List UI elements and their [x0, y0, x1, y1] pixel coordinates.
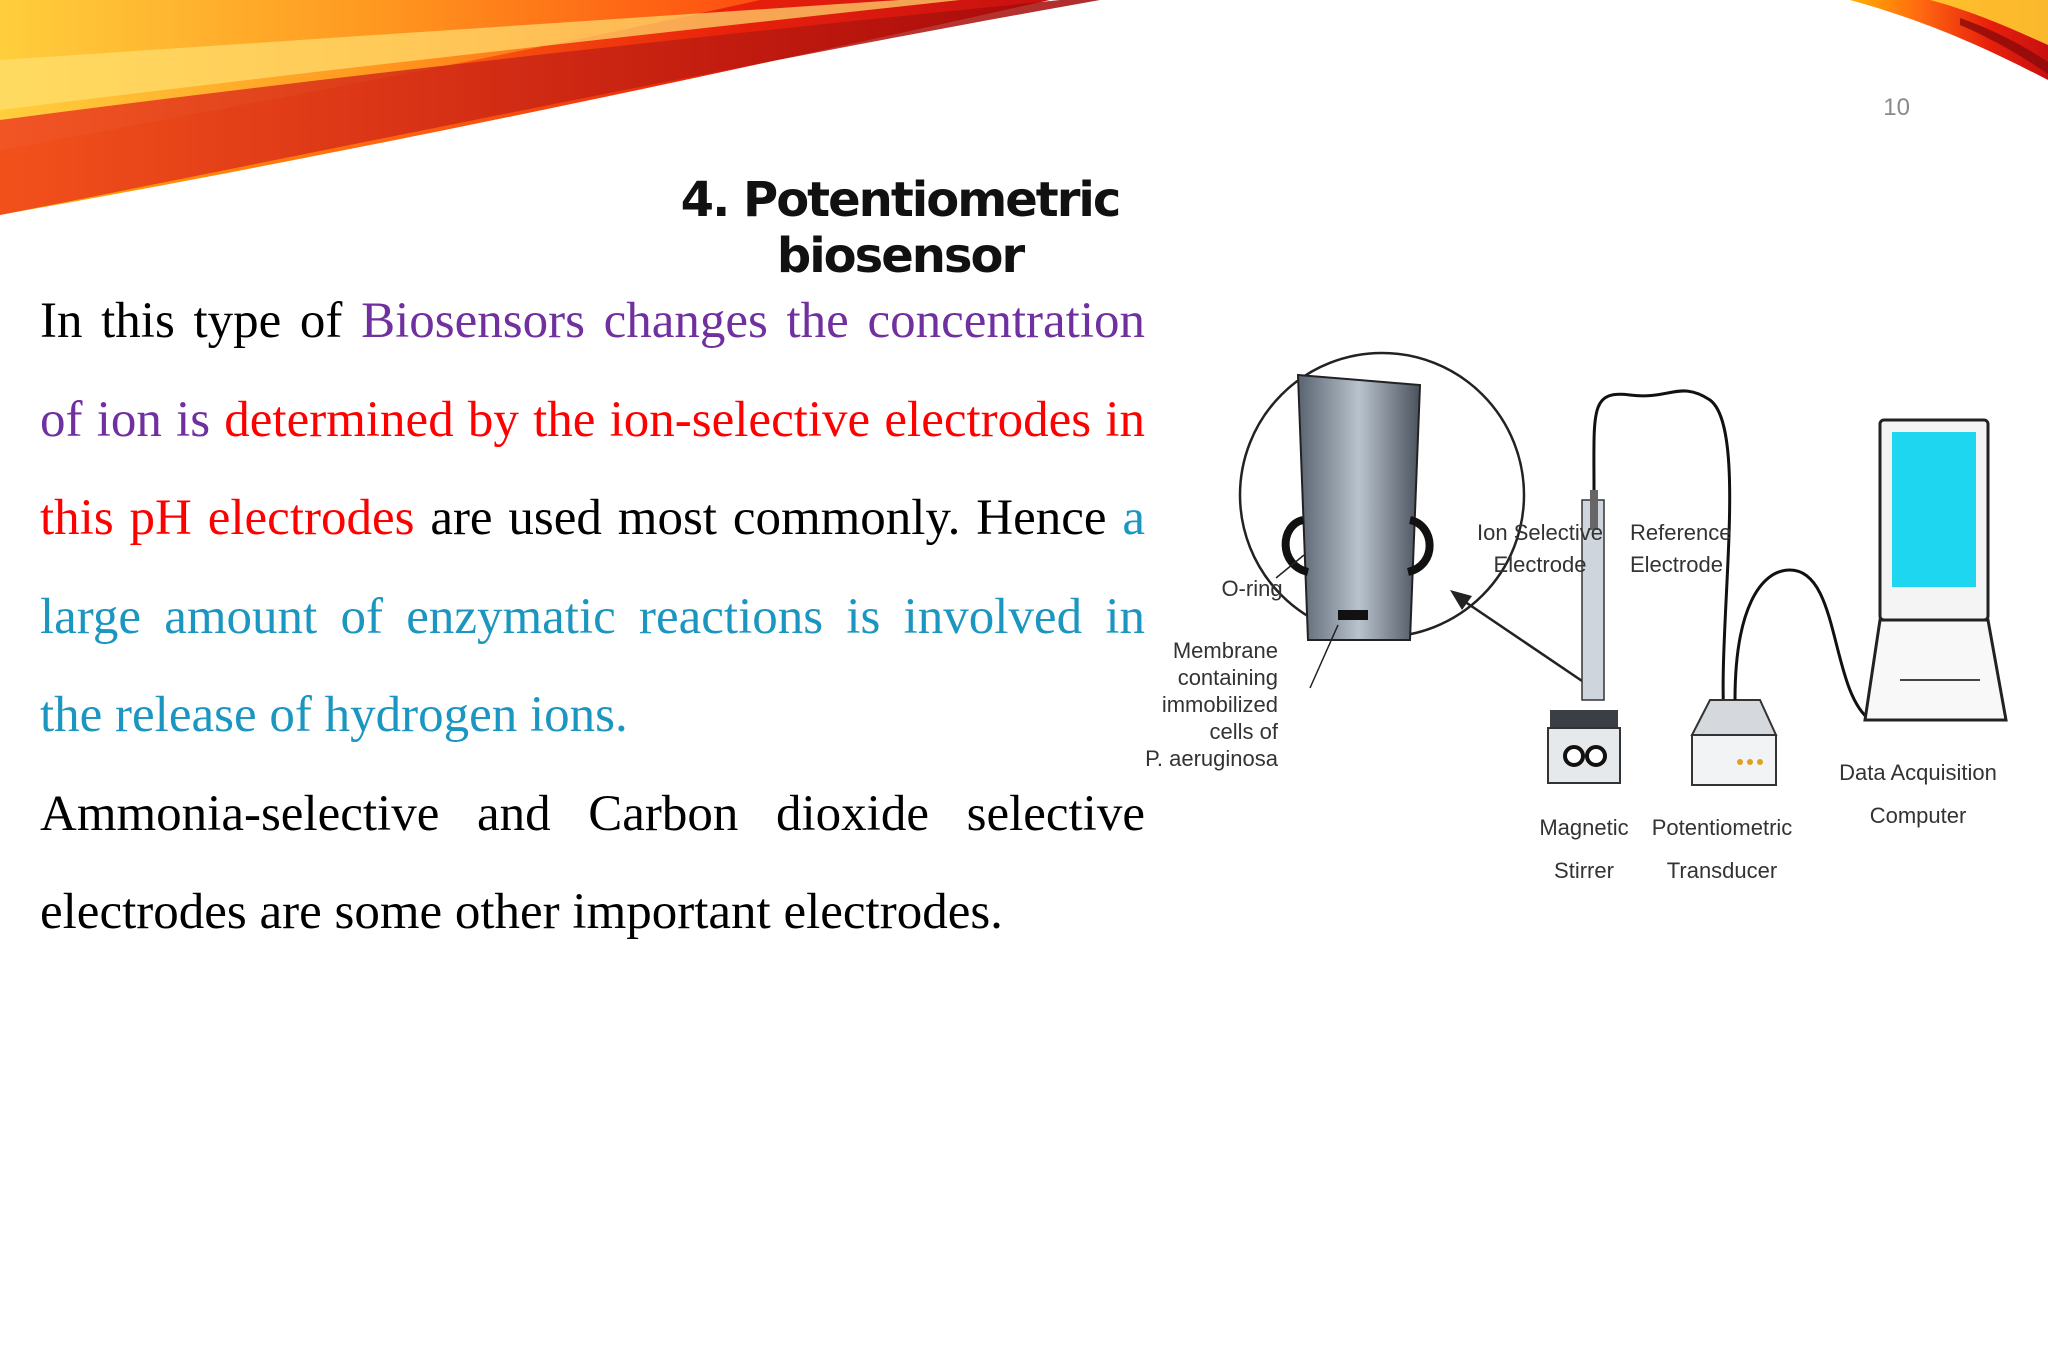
slide-title: 4. Potentiometric biosensor: [680, 172, 1120, 284]
label-reference-electrode: Reference: [1630, 520, 1732, 545]
text-run-highlight-purple: Biosensors changes the concentration of ion is: [40, 293, 1145, 448]
transducer-led: [1737, 759, 1743, 765]
label-ion-selective-electrode: Ion Selective: [1477, 520, 1603, 545]
stirrer-knob: [1565, 747, 1583, 765]
page-number: 10: [1883, 94, 1910, 121]
text-run-highlight-blue: a large amount of enzymatic reactions is involved in the release of hydrogen ions.: [40, 490, 1145, 743]
label-oring: O-ring: [1221, 576, 1283, 601]
text-run: In this type of: [40, 293, 362, 349]
laptop-screen-shape: [1892, 432, 1976, 587]
label-membrane: P. aeruginosa: [1145, 746, 1278, 771]
label-membrane: Membrane: [1172, 638, 1278, 663]
label-potentiometric-transducer: Transducer: [1666, 858, 1778, 883]
label-magnetic-stirrer: Magnetic: [1539, 815, 1629, 840]
body-paragraph-2: Ammonia-selective and Carbon dioxide selective electrodes are some other important electrodes.: [40, 785, 1145, 940]
transducer-top-shape: [1692, 700, 1776, 735]
potentiometric-transducer-shape: [1692, 735, 1776, 785]
text-run: are used most commonly. Hence: [414, 490, 1123, 546]
transducer-led: [1757, 759, 1763, 765]
label-magnetic-stirrer: Stirrer: [1554, 858, 1614, 883]
potentiometric-setup-figure: [1145, 340, 2000, 900]
transducer-cable: [1735, 570, 1870, 720]
stirrer-plate-top-shape: [1550, 710, 1618, 728]
label-membrane: cells of: [1209, 719, 1278, 744]
text-run-highlight-red: determined by the ion-selective electrodes in this pH electrodes: [40, 391, 1145, 546]
label-membrane: containing: [1177, 665, 1278, 690]
body-text: [40, 272, 1145, 962]
label-potentiometric-transducer: Potentiometric: [1651, 815, 1793, 840]
transducer-led: [1747, 759, 1753, 765]
label-ion-selective-electrode: Electrode: [1493, 552, 1587, 577]
label-membrane: immobilized: [1161, 692, 1278, 717]
laptop-base-shape: [1865, 620, 2006, 720]
label-data-acquisition-computer: Data Acquisition: [1839, 760, 1997, 785]
arrow-line: [1455, 595, 1588, 685]
body-paragraph-1: [40, 272, 1145, 765]
electrode-body-shape: [1298, 375, 1420, 640]
label-data-acquisition-computer: Computer: [1869, 803, 1967, 828]
stirrer-knob: [1587, 747, 1605, 765]
membrane-shape: [1338, 610, 1368, 620]
label-reference-electrode: Electrode: [1630, 552, 1723, 577]
